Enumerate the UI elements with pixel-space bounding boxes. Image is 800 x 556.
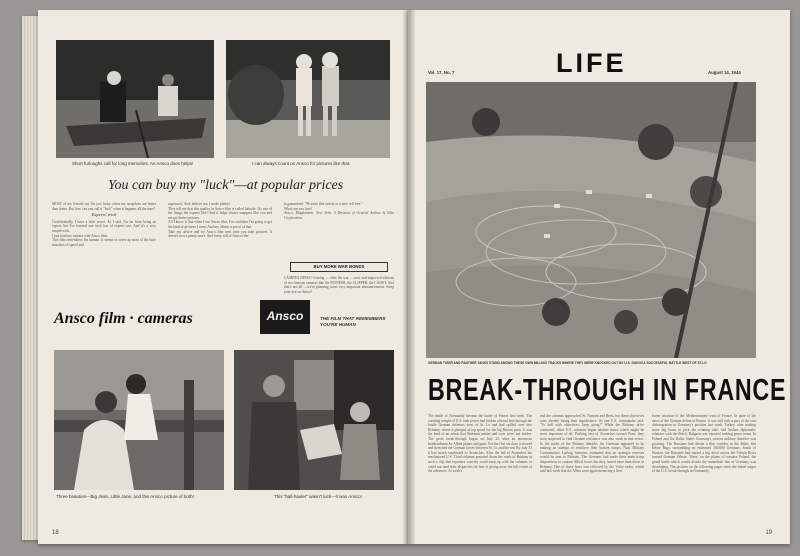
right-page-number: 19 <box>765 530 772 536</box>
ad-headline: You can buy my "luck"—at popular prices <box>108 178 344 193</box>
war-bonds-box: BUY MORE WAR BONDS <box>290 262 388 272</box>
ad-col2-para4: Take my advice and try Ansco film next time you take pictures. It doesn't cost a penny more. And every roll of Ansco film <box>168 229 272 239</box>
caption-boat: Short furloughs call for long memories. An Ansco does helps! <box>72 161 194 166</box>
ad-col3-para1: is guaranteed: "Pictures that satisfy or a new roll free." <box>284 202 363 206</box>
ad-col3-para2: What can you lose? <box>284 206 313 211</box>
story-column-1: The battle of Normandy became the battle of France last week. The crashing weight of U.S. tank power had broken a broad lane through the brittle German defenses west of St. Lo and had spilled over into Brittany, where it plunged at top speed for the big Breton ports. It was the kind of an attack that Sherman armies and wars were, not battles. The great break-through began on July 25, after an enormous bombardment by Allied planes and guns. For the first six days it slowed and stretched the German forces between St. Lo and the sea. By July 31 it had struck southward to Avranches. After the fall of Avranches the mechanized U.S. Third columns pounded down the roads of Brittany at such a clip that reporters scarcely could keep up with the columns or could not send their dispatches for fear of giving away the full extent of the advances. At week's <box>428 414 532 474</box>
story-column-3: borne invasion of the Mediterranean coast of France. In spite of the news of the German defeat in France, it was still only a part of the vast disintegration in Germany's position last week. Turkey, after making more big loans to pick the winning side, had broken diplomatic relations with the Reich. Bulgaria was reported seeking peace terms. In Poland and the Baltic States Germany's eastern military disorder was growing. The Russians had driven a thin corridor to the Baltic Sea below Riga, surrounding an estimated 300,000 Germans. South of Warsaw the Russians had started a big drive across the Vistula River toward German Silesia. There, on the plains of western Poland, the grand battle which would decide the immediate fate of Germany was developing. The pictures on the following pages show the initial stages of the U.S. break-through in Normandy. <box>652 414 756 474</box>
right-page <box>408 10 790 544</box>
ad-camera-news: CAMERA NEWS! Coming — after the war — new and improved editions of two famous cameras like the PIONEER, the CLIPPER, the CADET. And that's not all —we're planning some very important announcements. Keep your eye on Ansco! <box>284 276 394 294</box>
ad-column-3 <box>284 202 394 220</box>
aerial-photo-caption: GERMAN TIGER AND PANTHER TANKS STAND AMONG THESE OWN MILLING TRACKS WHERE THEY WERE KNOCKED OUT BY U.S. GUN IN A SUCCESSFUL BATTLE WEST OF ST.LO <box>428 361 707 365</box>
spine-gutter <box>402 10 416 544</box>
ad-tagline: THE FILM THAT REMEMBERS YOU'RE HUMAN <box>320 316 386 327</box>
story-column-2: end the columns approached St. Nazaire and Brest, but these objectives were already losing their significance. As one U.S. commander said: "To hell with objectives, keep going!" While the Brittany drive continued, other U.S. columns began another thrust which might be most important of all. Pushing east of Avranches toward Paris, they soon surprised to find German resistance was also weak in that sector. In the midst of the Brittany debacle, the Germans appeared to be making an attempt to reinforce their broken troops. Nazi Military Commentator Ludwig Sertorius estimated that no strategic reserves would be sent to Brittany. The Germans had made their main troop dispositions to contain Allied forces but they feared more than those in Brittany. One of these fears was reflected by the Vichy radio, which said last week that the Allies were again menacing a fleet <box>540 414 644 474</box>
ansco-brand-line: Ansco film · cameras <box>54 310 193 327</box>
photo-farmer <box>234 350 394 490</box>
photo-boat <box>56 40 214 158</box>
twins-scene-image <box>226 40 390 158</box>
boat-scene-image <box>56 40 214 158</box>
ad-col2-para1: exposure). And, believe me, I make plenty! <box>168 202 231 206</box>
ad-col2-para2: They tell me that this quality in Ansco film is called latitude. It's one of the things the experts like! And it helps cluster snappers like you and me get better pictures. <box>168 206 272 220</box>
ad-col2-para3: All I know is that when I use Ansco film, I'm confident I'm going to get the kind of pictures I want. And my album is proof of that. <box>168 220 272 229</box>
photo-mother <box>54 350 224 490</box>
left-page-number: 18 <box>52 530 59 536</box>
left-page <box>38 10 408 544</box>
photo-twins <box>226 40 390 158</box>
caption-mother: Three beauties—Big Jean, Little Jane, and this Ansco picture of both! <box>56 494 194 499</box>
ad-col1-para4: This film remembers I'm human. It seems to cover up most of the little mistakes of speed and <box>52 238 156 247</box>
ad-column-2 <box>168 202 272 239</box>
aerial-battlefield-photo <box>426 82 756 358</box>
ad-column-1 <box>52 202 156 247</box>
caption-farmer: This "ball-hauler" wasn't luck—it was Ansco! <box>274 494 362 499</box>
aerial-field-image <box>426 82 756 358</box>
issue-date: August 14, 1944 <box>708 70 741 75</box>
magazine-spread <box>10 10 790 548</box>
farmer-scene-image <box>234 350 394 490</box>
ad-col3-para3: Ansco, Binghamton, New York. A Division of General Aniline & Film Corporation. <box>284 211 394 220</box>
ansco-logo-text: Ansco <box>266 309 304 323</box>
ad-col1-para2: Confidentially, I have a little secret. As I said, I'm far from being an expert, but I've learned one trick lots of experts use. And it's a very simple trick. <box>52 219 156 233</box>
ad-col1-para3: I just load my camera with Ansco film. <box>52 233 109 238</box>
mother-scene-image <box>54 350 224 490</box>
ad-col1-para1: MOST of my friends say I'm just lucky when my snapshots are better than theirs. But how can you call it "luck" when it happens all the time? <box>52 202 156 211</box>
break-through-headline: BREAK-THROUGH IN FRANCE <box>428 372 787 407</box>
caption-twins: I can always count on Ansco for pictures like that. <box>252 161 351 166</box>
life-masthead: LIFE <box>556 48 627 78</box>
ansco-logo-box <box>260 300 310 334</box>
issue-volume: Vol. 17, No. 7 <box>428 70 455 75</box>
ad-subhead: Experts' trick <box>91 212 117 218</box>
